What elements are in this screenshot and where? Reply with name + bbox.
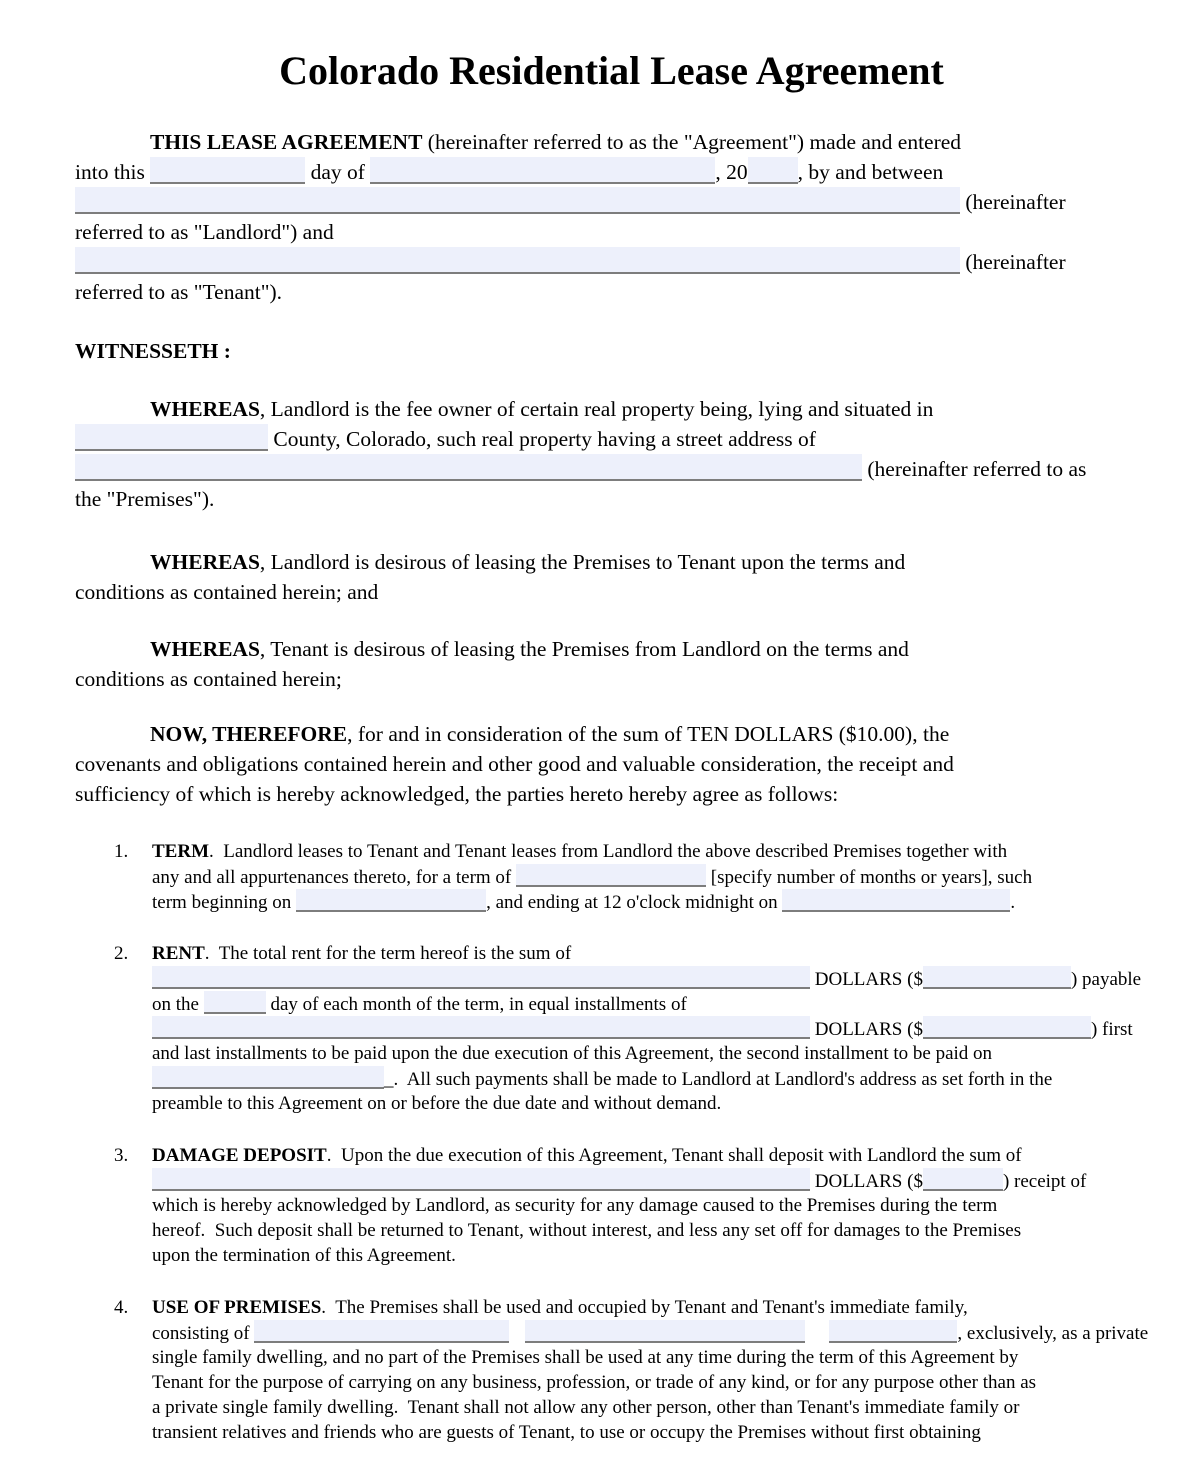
rent-line-4 bbox=[152, 1016, 1148, 1041]
field-month[interactable] bbox=[370, 157, 715, 184]
field-installment-words[interactable] bbox=[152, 1016, 810, 1039]
opening-line-3 bbox=[75, 187, 1148, 217]
text-segment: WITNESSETH : bbox=[75, 339, 231, 363]
use-line-3 bbox=[152, 1345, 1148, 1370]
text-segment: . bbox=[1010, 892, 1016, 913]
clause-number: 2. bbox=[114, 943, 129, 964]
field-occupant-3[interactable] bbox=[829, 1320, 957, 1343]
field-occupant-2[interactable] bbox=[525, 1320, 805, 1343]
clause-use-of-premises bbox=[114, 1295, 1149, 1445]
text-segment: USE OF PREMISES bbox=[152, 1297, 322, 1318]
field-installment-amount[interactable] bbox=[923, 1016, 1091, 1039]
text-segment: , and ending at 12 o'clock midnight on bbox=[486, 892, 783, 913]
text-segment: the "Premises"). bbox=[75, 487, 215, 511]
whereas2-line-1 bbox=[75, 547, 1148, 577]
text-segment: conditions as contained herein; and bbox=[75, 580, 379, 604]
field-term-end-date[interactable] bbox=[782, 889, 1010, 912]
whereas1-line-2 bbox=[75, 424, 1148, 454]
clause-damage-deposit bbox=[114, 1143, 1148, 1268]
rent-line-7 bbox=[152, 1091, 1148, 1116]
field-year[interactable] bbox=[748, 157, 798, 184]
text-segment: single family dwelling, and no part of the Premises shall be used at any time during the term of this Agreement by bbox=[152, 1347, 1019, 1368]
text-segment: THIS LEASE AGREEMENT bbox=[150, 130, 423, 154]
field-term-length[interactable] bbox=[516, 864, 706, 887]
whereas-tenant-paragraph bbox=[75, 634, 1148, 694]
term-line-2 bbox=[152, 864, 1148, 889]
now-therefore-paragraph bbox=[75, 719, 1148, 809]
text-segment: transient relatives and friends who are guests of Tenant, to use or occupy the Premises without first obtaining bbox=[152, 1422, 981, 1443]
use-line-4 bbox=[152, 1370, 1148, 1395]
field-deposit-amount[interactable] bbox=[923, 1168, 1003, 1191]
text-segment: hereof. Such deposit shall be returned to Tenant, without interest, and less any set off for damages to the Premises bbox=[152, 1220, 1022, 1241]
witnesseth-line bbox=[75, 336, 1148, 366]
therefore-line-2 bbox=[75, 749, 1148, 779]
rent-line-6 bbox=[152, 1066, 1148, 1091]
text-segment: and last installments to be paid upon the due execution of this Agreement, the second installment to be paid on bbox=[152, 1043, 993, 1064]
document-title: Colorado Residential Lease Agreement bbox=[279, 48, 944, 93]
text-segment: (hereinafter bbox=[960, 190, 1066, 214]
text-segment: TERM bbox=[152, 841, 209, 862]
field-landlord-name[interactable] bbox=[75, 187, 960, 214]
field-day[interactable] bbox=[150, 157, 305, 184]
text-segment: term beginning on bbox=[152, 892, 297, 913]
text-segment: , Landlord is the fee owner of certain real property being, lying and situated in bbox=[259, 397, 934, 421]
clause-number: 4. bbox=[114, 1297, 129, 1318]
text-segment: day of bbox=[305, 160, 371, 184]
field-total-rent-amount[interactable] bbox=[923, 966, 1071, 989]
text-segment: , by and between bbox=[797, 160, 944, 184]
text-segment: conditions as contained herein; bbox=[75, 667, 342, 691]
text-segment: (hereinafter referred to as the "Agreement") made and entered bbox=[422, 130, 962, 154]
text-segment: , Landlord is desirous of leasing the Premises to Tenant upon the terms and bbox=[259, 550, 906, 574]
field-occupant-1[interactable] bbox=[254, 1320, 509, 1343]
use-line-2 bbox=[152, 1320, 1148, 1345]
opening-line-2 bbox=[75, 157, 1148, 187]
text-segment: DAMAGE DEPOSIT bbox=[152, 1145, 327, 1166]
text-segment: upon the termination of this Agreement. bbox=[152, 1245, 456, 1266]
term-line-3 bbox=[152, 889, 1148, 914]
text-segment: WHEREAS bbox=[150, 550, 260, 574]
text-segment: a private single family dwelling. Tenant shall not allow any other person, other than Tenant's immediate family or bbox=[152, 1397, 1020, 1418]
field-street-address[interactable] bbox=[75, 454, 862, 481]
text-segment: into this bbox=[75, 160, 151, 184]
clause-number: 3. bbox=[114, 1145, 129, 1166]
text-segment: preamble to this Agreement on or before the due date and without demand. bbox=[152, 1093, 722, 1114]
whereas-owner-paragraph bbox=[75, 394, 1148, 514]
clause-rent bbox=[114, 941, 1148, 1116]
rent-line-1 bbox=[152, 941, 1148, 966]
text-segment: County, Colorado, such real property having a street address of bbox=[268, 427, 816, 451]
field-deposit-words[interactable] bbox=[152, 1168, 810, 1191]
whereas3-line-2 bbox=[75, 664, 1148, 694]
rent-line-3 bbox=[152, 991, 1148, 1016]
field-total-rent-words[interactable] bbox=[152, 966, 810, 989]
text-segment: on the bbox=[152, 994, 204, 1015]
opening-line-1 bbox=[75, 127, 1148, 157]
use-line-5 bbox=[152, 1395, 1148, 1420]
field-due-day[interactable] bbox=[204, 991, 266, 1014]
text-segment: which is hereby acknowledged by Landlord, as security for any damage caused to the Premises during the term bbox=[152, 1195, 998, 1216]
text-segment: , exclusively, as a private bbox=[957, 1323, 1149, 1344]
text-segment: [specify number of months or years], such bbox=[706, 867, 1033, 888]
opening-line-6 bbox=[75, 277, 1148, 307]
text-segment: WHEREAS bbox=[150, 637, 260, 661]
text-segment: RENT bbox=[152, 943, 205, 964]
text-segment: ) payable bbox=[1070, 969, 1142, 990]
text-segment: DOLLARS ($ bbox=[810, 1171, 923, 1192]
deposit-line-4 bbox=[152, 1218, 1148, 1243]
text-segment: consisting of bbox=[152, 1323, 255, 1344]
text-segment: Tenant for the purpose of carrying on any business, profession, or trade of any kind, or for any purpose other than as bbox=[152, 1372, 1037, 1393]
text-segment: . Upon the due execution of this Agreement, Tenant shall deposit with Landlord the sum of bbox=[326, 1145, 1022, 1166]
therefore-line-1 bbox=[75, 719, 1148, 749]
whereas1-line-3 bbox=[75, 454, 1148, 484]
opening-line-4 bbox=[75, 217, 1148, 247]
field-second-installment-date[interactable] bbox=[152, 1066, 384, 1089]
whereas-landlord-paragraph bbox=[75, 547, 1148, 607]
use-line-6 bbox=[152, 1420, 1148, 1445]
use-line-1 bbox=[152, 1295, 1148, 1320]
deposit-line-3 bbox=[152, 1193, 1148, 1218]
text-segment: , Tenant is desirous of leasing the Premises from Landlord on the terms and bbox=[259, 637, 909, 661]
text-segment: (hereinafter referred to as bbox=[862, 457, 1087, 481]
field-county[interactable] bbox=[75, 424, 268, 451]
text-segment: any and all appurtenances thereto, for a term of bbox=[152, 867, 517, 888]
text-segment: ) receipt of bbox=[1002, 1171, 1087, 1192]
text-segment: day of each month of the term, in equal installments of bbox=[265, 994, 687, 1015]
text-segment: ) first bbox=[1090, 1019, 1133, 1040]
witnesseth-heading bbox=[75, 336, 1148, 366]
clause-term bbox=[114, 839, 1148, 914]
whereas2-line-2 bbox=[75, 577, 1148, 607]
text-segment: DOLLARS ($ bbox=[810, 1019, 923, 1040]
therefore-line-3 bbox=[75, 779, 1148, 809]
text-segment: . The Premises shall be used and occupied by Tenant and Tenant's immediate family, bbox=[321, 1297, 968, 1318]
field-tenant-name[interactable] bbox=[75, 247, 960, 274]
text-segment: sufficiency of which is hereby acknowledged, the parties hereto hereby agree as follows: bbox=[75, 782, 839, 806]
rent-line-2 bbox=[152, 966, 1148, 991]
clauses-list bbox=[114, 839, 1149, 1445]
deposit-line-5 bbox=[152, 1243, 1148, 1268]
text-segment: . Landlord leases to Tenant and Tenant leases from Landlord the above described Premises together with bbox=[209, 841, 1008, 862]
whereas1-line-1 bbox=[75, 394, 1148, 424]
opening-paragraph bbox=[75, 127, 1148, 307]
text-segment: , 20 bbox=[715, 160, 748, 184]
text-segment: , for and in consideration of the sum of TEN DOLLARS ($10.00), the bbox=[347, 722, 950, 746]
rent-line-5 bbox=[152, 1041, 1148, 1066]
text-segment: referred to as "Tenant"). bbox=[75, 280, 283, 304]
text-segment: WHEREAS bbox=[150, 397, 260, 421]
whereas3-line-1 bbox=[75, 634, 1148, 664]
opening-line-5 bbox=[75, 247, 1148, 277]
clause-number: 1. bbox=[114, 841, 129, 862]
deposit-line-2 bbox=[152, 1168, 1148, 1193]
text-segment: _. All such payments shall be made to Landlord at Landlord's address as set forth in the bbox=[384, 1069, 1053, 1090]
term-line-1 bbox=[152, 839, 1148, 864]
field-term-start-date[interactable] bbox=[296, 889, 486, 912]
text-segment: NOW, THEREFORE bbox=[150, 722, 348, 746]
whereas1-line-4 bbox=[75, 484, 1148, 514]
text-segment: DOLLARS ($ bbox=[810, 969, 923, 990]
text-segment: covenants and obligations contained herein and other good and valuable consideration, the receipt and bbox=[75, 752, 954, 776]
deposit-line-1 bbox=[152, 1143, 1148, 1168]
text-segment: (hereinafter bbox=[960, 250, 1066, 274]
text-segment: referred to as "Landlord") and bbox=[75, 220, 334, 244]
text-segment: . The total rent for the term hereof is the sum of bbox=[204, 943, 572, 964]
